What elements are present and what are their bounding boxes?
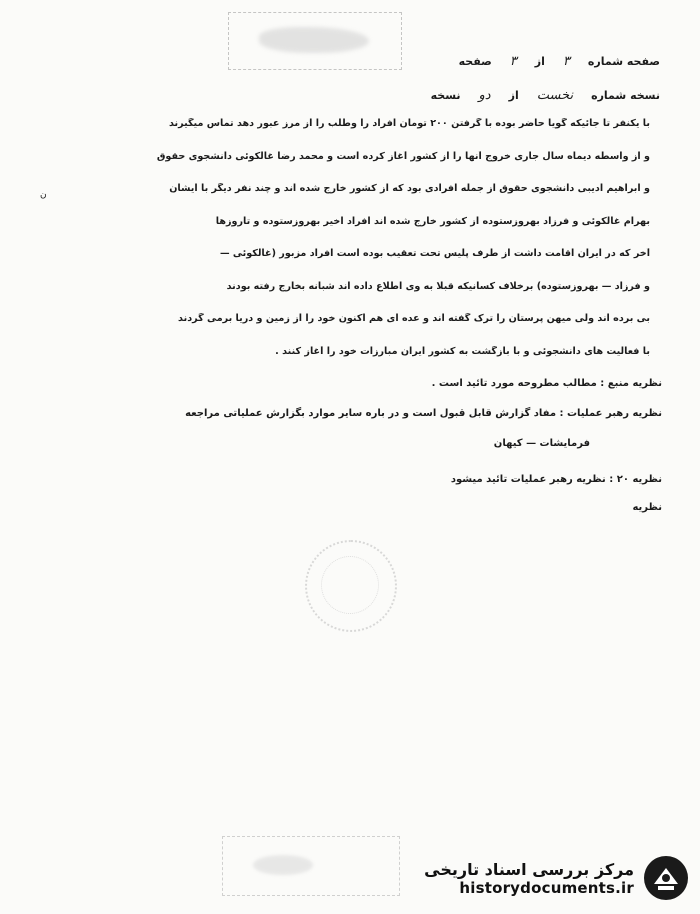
- brand-text: [424, 860, 634, 897]
- central-opinion: نظریه ۲۰ : نظریه رهبر عملیات تائید میشود: [450, 474, 662, 485]
- report-body: [30, 118, 650, 378]
- page-header: [360, 45, 660, 113]
- brand-url: historydocuments.ir: [459, 878, 634, 897]
- body-line: بهرام غالکوئی و فرزاد بهروزستوده از کشور خارج شده اند افراد اخیر بهروزستوده و تاروزها: [215, 215, 650, 227]
- margin-mark: ن: [40, 190, 47, 200]
- final-opinion: نظریه: [632, 502, 662, 513]
- brand-name: مرکز بررسی اسناد تاریخی: [424, 859, 634, 879]
- archive-logo-icon: [642, 854, 690, 902]
- body-line: با یکنفر تا جائیکه گویا حاضر بوده با گرفتن ۲۰۰ تومان افراد را وطلب را از مرز عبور دهد تماس میگیرند: [168, 118, 650, 129]
- body-line: و ابراهیم ادیبی دانشجوی حقوق از جمله افرادی بود که از کشور خارج شده اند و چند نفر دیگر با ایشان: [169, 183, 650, 194]
- copy-of-label: از: [508, 89, 519, 102]
- body-line: آخر که در ایران اقامت داشت از طرف پلیس تحت تعقیب بوده است افراد مزبور (غالکوئی —: [219, 248, 650, 259]
- page-suffix-label: صفحه: [458, 55, 492, 68]
- copy-suffix-label: نسخه: [430, 89, 461, 102]
- bottom-stamp: [222, 836, 400, 896]
- body-line: و فرزاد — بهروزستوده) برخلاف کسانیکه قبلا به وی اطلاع داده اند شبانه بخارج رفته بودند: [226, 280, 650, 292]
- stamp-scribble: [259, 27, 369, 53]
- desk-opinion: نظریه رهبر عملیات : مفاد گزارش قابل قبول است و در باره سایر موارد بگزارش عملیاتی مراجعه: [185, 408, 662, 419]
- copy-number-label: نسخه شماره: [591, 89, 660, 102]
- faded-seal: [305, 540, 397, 632]
- watermark-brand: [400, 848, 690, 908]
- page-number-line: [360, 45, 660, 79]
- page-total-value: ۳: [509, 54, 517, 69]
- body-line: و از واسطه دیماه سال جاری خروج آنها را از کشور آغاز کرده است و محمد رضا غالکوئی دانشجوی حقوق: [156, 150, 650, 162]
- page-of-label: از: [534, 55, 545, 68]
- copy-total-value: دو: [478, 88, 491, 103]
- body-line: با فعالیت های دانشجوئی و با بازگشت به کشور ایران مبارزات خود را آغاز کنند .: [275, 345, 650, 357]
- source-opinion: نظریه منبع : مطالب مطروحه مورد تائید است .: [431, 378, 662, 389]
- copy-number-value: نخست: [536, 88, 574, 103]
- desk-signature: فرمایشات — کیهان: [493, 438, 590, 449]
- copy-number-line: [360, 79, 660, 113]
- body-line: بی برده اند ولی میهن پرستان را ترک گفته اند و عده ای هم اکنون خود را از زمین و دریا برمی گردند: [178, 313, 650, 324]
- page-number-value: ۳: [562, 54, 570, 69]
- stamp-scribble: [253, 855, 313, 875]
- page-number-label: صفحه شماره: [587, 55, 660, 68]
